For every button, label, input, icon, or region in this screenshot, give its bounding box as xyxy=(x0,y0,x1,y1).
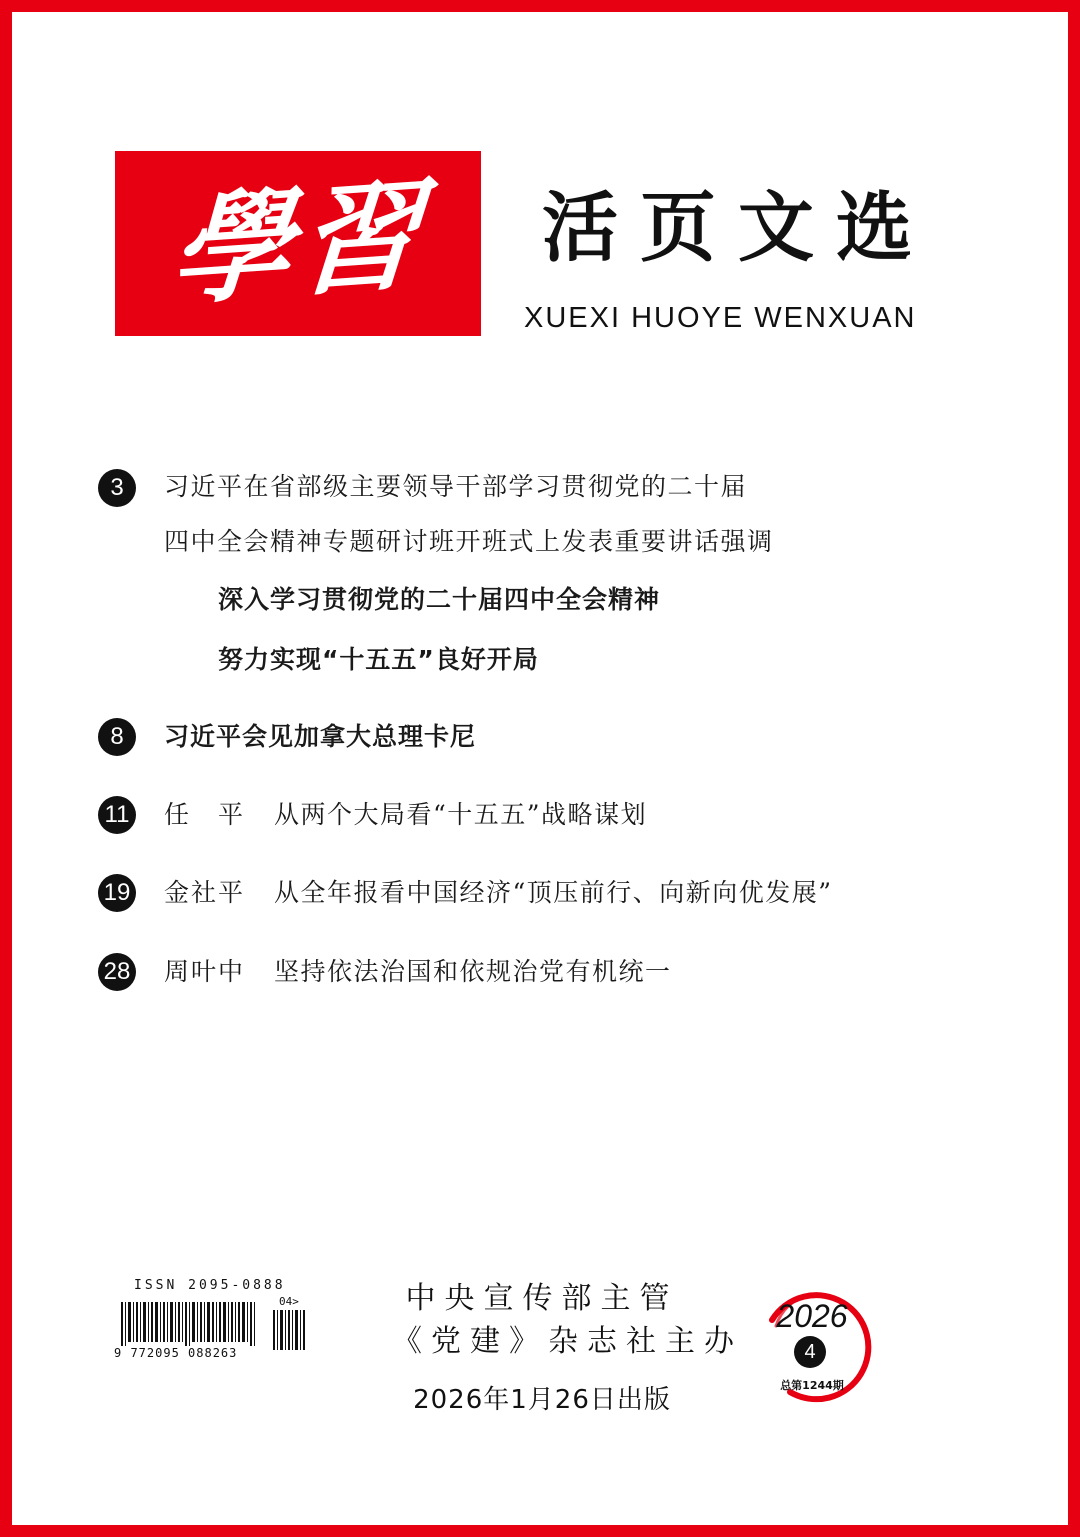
barcode-addon: 04> xyxy=(279,1295,299,1308)
sponsor-line: 《党建》杂志社主办 xyxy=(392,1324,743,1359)
logo-calligraphy: 學習 xyxy=(166,163,430,323)
barcode-digits: 9 772095 088263 xyxy=(114,1346,238,1360)
toc-title-line: 坚持依法治国和依规治党有机统一 xyxy=(274,957,672,986)
toc-subtitle-line: 努力实现“十五五”良好开局 xyxy=(218,645,539,674)
supervisor-line: 中央宣传部主管 xyxy=(405,1281,679,1316)
toc-page-number: 28 xyxy=(98,953,136,991)
toc-author: 金社平 xyxy=(164,878,246,907)
publisher-info xyxy=(392,1281,743,1416)
toc-page-number: 11 xyxy=(98,796,136,834)
issue-seal xyxy=(750,1280,880,1410)
toc-title-line: 从两个大局看“十五五”战略谋划 xyxy=(274,800,648,829)
toc-title-line: 从全年报看中国经济“顶压前行、向新向优发展” xyxy=(274,878,833,907)
publication-date: 2026年1月26日出版 xyxy=(413,1385,671,1415)
logo-block xyxy=(115,151,481,336)
toc-subtitle-line: 深入学习贯彻党的二十届四中全会精神 xyxy=(218,585,661,614)
toc-author: 任 平 xyxy=(164,800,246,829)
magazine-pinyin: XUEXI HUOYE WENXUAN xyxy=(524,302,917,334)
toc-title-line: 习近平会见加拿大总理卡尼 xyxy=(164,722,477,751)
toc-page-number: 3 xyxy=(98,469,136,507)
issue-number: 4 xyxy=(794,1336,826,1368)
issn-number: ISSN 2095-0888 xyxy=(134,1278,286,1293)
toc-title-line: 四中全会精神专题研讨班开班式上发表重要讲话强调 xyxy=(164,527,774,556)
magazine-title: 活页文选 xyxy=(542,183,934,272)
toc-page-number: 19 xyxy=(98,874,136,912)
issue-year: 2026 xyxy=(776,1298,848,1334)
toc-author: 周叶中 xyxy=(164,957,246,986)
issue-total: 总第1244期 xyxy=(780,1379,844,1392)
toc-title-line: 习近平在省部级主要领导干部学习贯彻党的二十届 xyxy=(164,472,748,501)
barcode xyxy=(107,1278,317,1368)
toc-page-number: 8 xyxy=(98,718,136,756)
magazine-cover xyxy=(12,12,1068,1525)
